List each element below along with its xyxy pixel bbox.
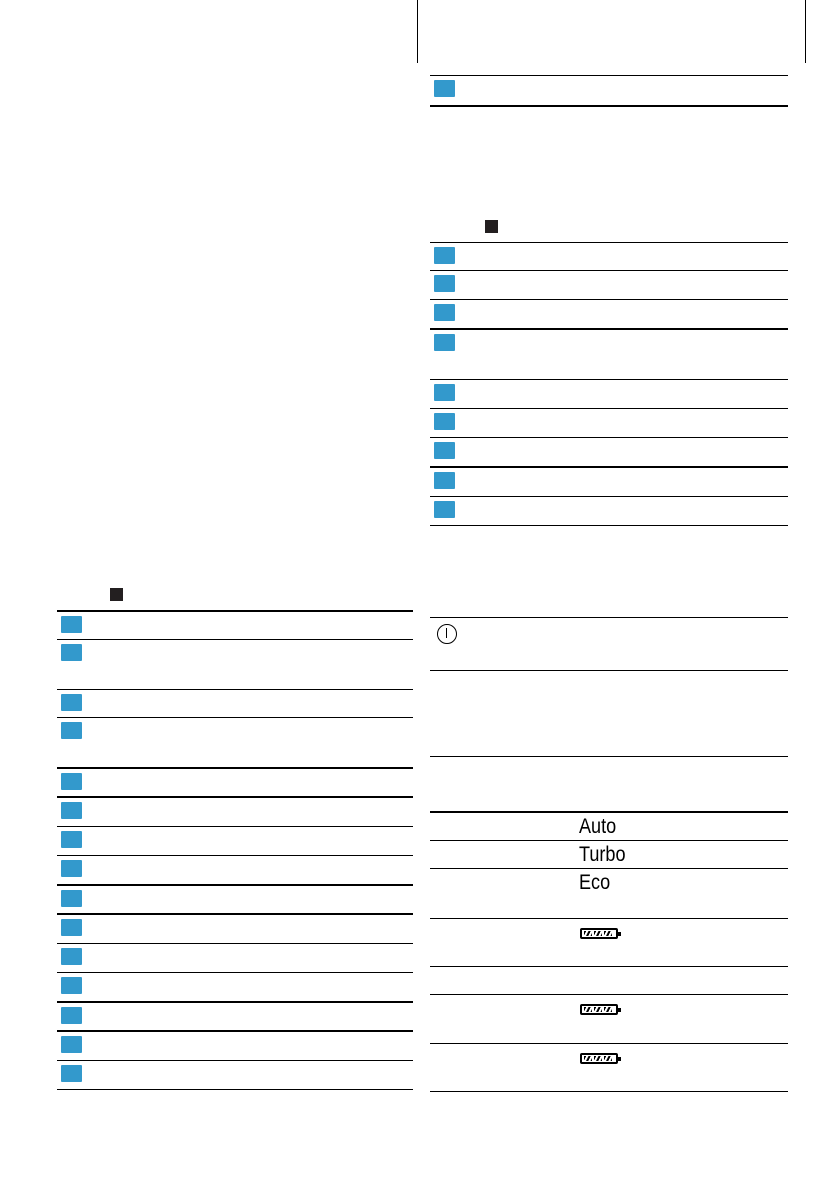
power-row [430,618,788,671]
table-row [430,409,788,438]
table-row [430,671,788,757]
key-square-icon [434,413,455,430]
key-square-icon [434,247,455,264]
key-square-icon [434,472,455,489]
mode-row [430,841,788,869]
table-row [57,1061,413,1090]
table-row [57,612,413,640]
right-top-table [430,75,788,107]
crop-mark-top-left [417,0,418,63]
table-row [57,944,413,973]
key-square-icon [434,304,455,321]
table-row [57,690,413,718]
key-square-icon [61,644,82,661]
key-square-icon [61,948,82,965]
table-row [430,468,788,497]
key-square-icon [61,773,82,790]
table-row [57,640,413,690]
table-row [57,769,413,798]
section-heading [57,586,413,610]
table-row [430,380,788,409]
table-row [430,967,788,995]
table-row [430,300,788,330]
table-row [57,1032,413,1061]
key-square-icon [434,442,455,459]
key-square-icon [61,722,82,739]
battery-row [430,919,788,967]
right-bottom-table [430,617,788,1092]
table-row [57,856,413,886]
key-square-icon [434,275,455,292]
key-square-icon [61,831,82,848]
table-row [57,1003,413,1032]
key-square-icon [61,1065,82,1082]
key-square-icon [61,616,82,633]
key-square-icon [61,694,82,711]
table-row [430,243,788,271]
key-square-icon [61,890,82,907]
table-row [57,915,413,944]
table-row [430,271,788,300]
mode-auto-label: Auto [579,815,617,838]
key-square-icon [434,501,455,518]
key-square-icon [61,919,82,936]
key-square-icon [61,1036,82,1053]
table-row [430,76,788,107]
mode-row [430,869,788,919]
mode-eco-label: Eco [579,871,611,894]
table-row [430,330,788,380]
battery-row [430,995,788,1044]
key-square-icon [61,802,82,819]
heading-square-icon [485,220,498,233]
table-row [430,757,788,813]
table-row [57,718,413,769]
table-row [57,886,413,915]
table-row [57,827,413,856]
battery-icon [580,1053,618,1064]
battery-icon [580,928,618,939]
key-square-icon [61,860,82,877]
right-mid-table [430,242,788,526]
table-row [57,798,413,827]
table-row [57,973,413,1003]
power-icon [437,624,457,644]
mode-row [430,813,788,841]
key-square-icon [434,334,455,351]
table-row [430,438,788,468]
mode-turbo-label: Turbo [579,843,626,866]
crop-mark-top-right [805,0,806,63]
key-square-icon [61,977,82,994]
left-section [57,586,413,1090]
right-mid-section [430,218,788,526]
battery-icon [580,1004,618,1015]
battery-row [430,1044,788,1092]
table-row [430,497,788,526]
heading-square-icon [110,588,123,601]
key-square-icon [61,1007,82,1024]
section-heading [430,218,788,242]
key-square-icon [434,80,455,97]
key-square-icon [434,384,455,401]
left-table [57,610,413,1090]
